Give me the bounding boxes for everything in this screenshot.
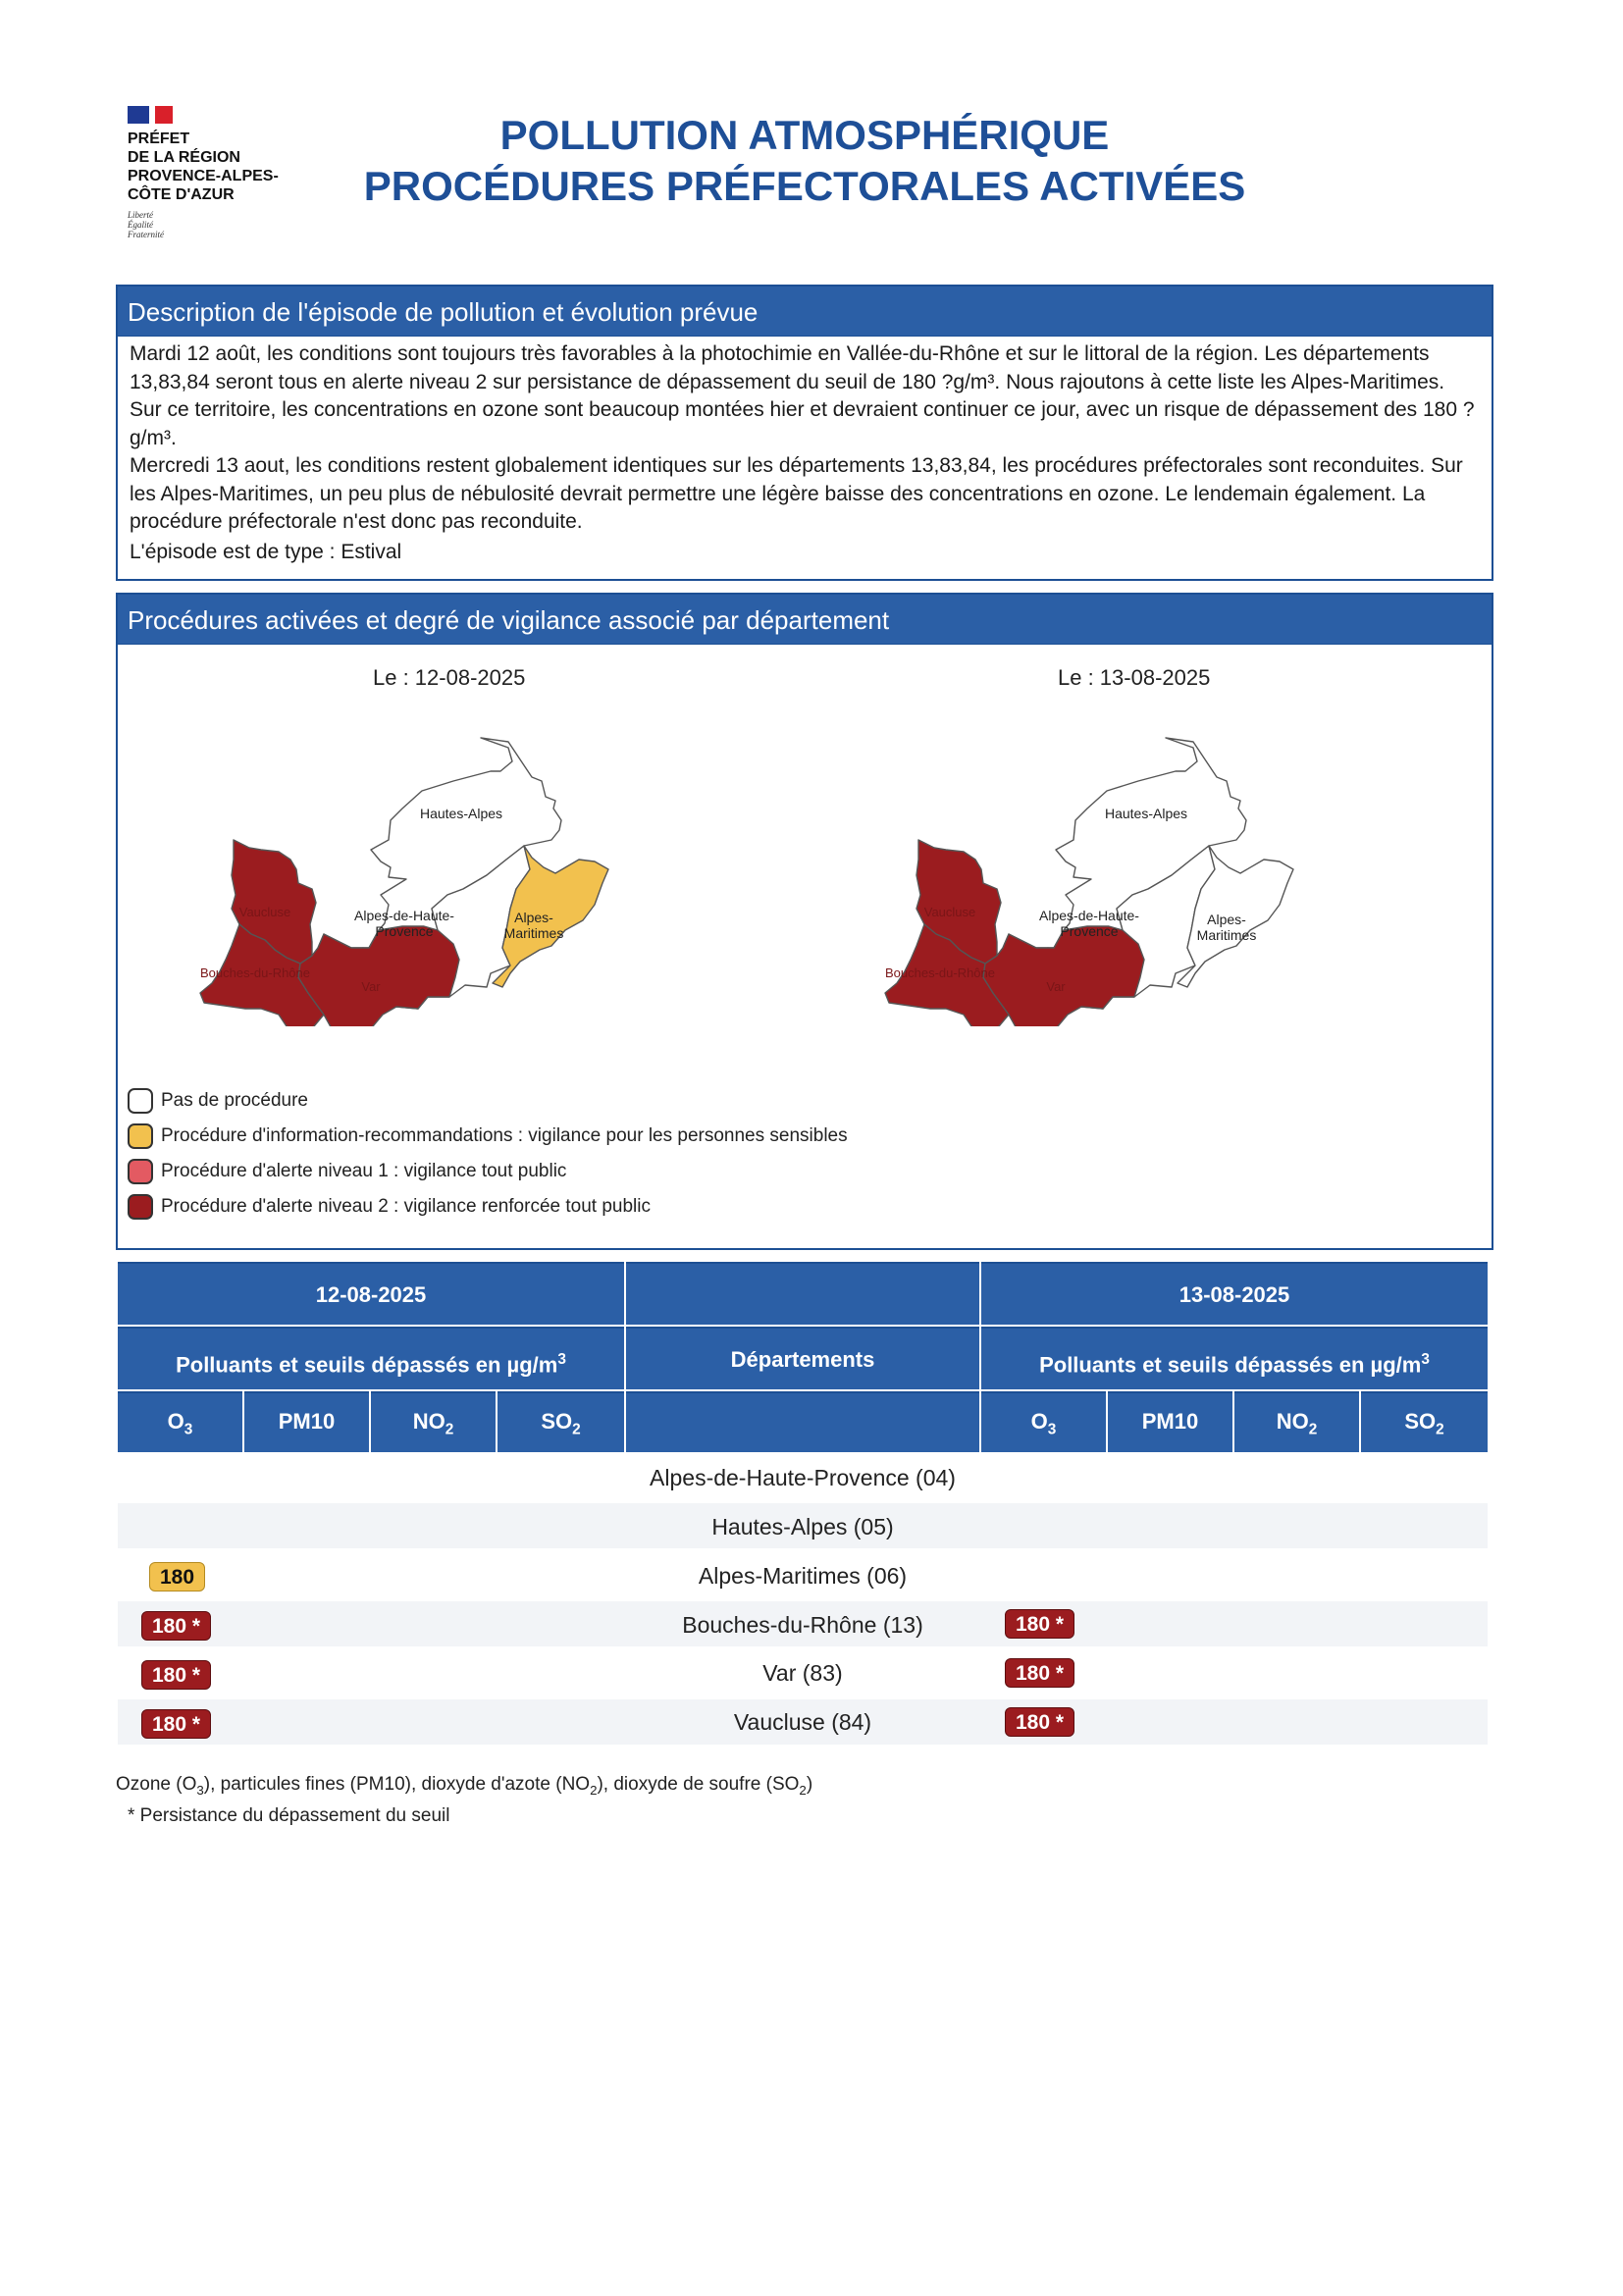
map-1-title: Le : 12-08-2025 (373, 665, 526, 690)
page-title (324, 110, 1285, 212)
label-am-1: Alpes- (514, 910, 553, 925)
label-bouches-du-rhone: Bouches-du-Rhône (884, 965, 996, 980)
col-so2-2 (1361, 1391, 1488, 1452)
table-row-dept: Alpes-Maritimes (06) (698, 1563, 908, 1589)
legend-label: Pas de procédure (161, 1090, 308, 1111)
col-pm10-2 (1108, 1391, 1232, 1452)
footnotes (116, 1772, 1391, 1829)
label-ahp-1: Alpes-de-Haute- (1039, 908, 1139, 923)
legend-swatch (128, 1123, 153, 1149)
o3-value-badge: 180 * (141, 1611, 211, 1641)
description-heading: Description de l'épisode de pollution et évolution prévue (118, 287, 1492, 337)
o3-value-badge: 180 * (141, 1660, 211, 1690)
legend-label: Procédure d'alerte niveau 2 : vigilance renforcée tout public (161, 1196, 651, 1217)
footnote-sub: 2 (799, 1782, 807, 1798)
col-label: SO (1404, 1409, 1437, 1434)
map-legend (128, 1083, 848, 1225)
table-row-dept: Alpes-de-Haute-Provence (04) (650, 1465, 956, 1490)
date-1-header (118, 1262, 624, 1325)
label-var: Var (1046, 979, 1066, 994)
col-so2-1 (497, 1391, 624, 1452)
date-2-label: 13-08-2025 (1178, 1282, 1290, 1307)
footnote-part: ), dioxyde de soufre (SO (597, 1774, 800, 1795)
col-label: PM10 (278, 1409, 336, 1434)
departements-label: Départements (730, 1347, 875, 1372)
footnote-sub: 3 (196, 1782, 204, 1798)
o3-value-badge: 180 * (1005, 1707, 1074, 1737)
legend-item (128, 1119, 848, 1154)
description-para-1: Mardi 12 août, les conditions sont toujours très favorables à la photochimie en Vallée-du-Rhône et sur le littoral de la région. Les départements 13,83,84 seront tous en alerte niveau 2 sur persistance de dépassement du seuil de 180 ?g/m³. Nous rajoutons à cette liste les Alpes-Maritimes. Sur ce territoire, les concentrations en ozone sont beaucoup montées hier et devraient continuer ce jour, avec un risque de dépassement des 180 ?g/m³. (130, 342, 1475, 449)
legend-swatch (128, 1159, 153, 1184)
pollutants-header-1 (118, 1327, 624, 1389)
motto-line: Fraternité (128, 230, 164, 239)
label-am-1: Alpes- (1207, 912, 1246, 927)
description-para-2: Mercredi 13 aout, les conditions restent globalement identiques sur les départements 13,83,84, les procédures préfectorales sont reconduites. Sur les Alpes-Maritimes, un peu plus de nébulosité devrait permettre une légère baisse des concentrations en ozone. Le lendemain également. La procédure préfectorale n'est donc pas reconduite. (130, 454, 1463, 533)
pollutants-header-2 (981, 1327, 1488, 1389)
label-bouches-du-rhone: Bouches-du-Rhône (199, 965, 311, 980)
legend-swatch (128, 1088, 153, 1114)
legend-label: Procédure d'information-recommandations : vigilance pour les personnes sensibles (161, 1125, 848, 1146)
col-label: SO (541, 1409, 573, 1434)
maps-panel (116, 593, 1493, 1250)
pollutants-sup: 3 (557, 1351, 566, 1368)
footnote-sub: 2 (590, 1782, 598, 1798)
label-ahp-2: Provence (375, 923, 434, 939)
motto-line: Liberté (128, 210, 153, 220)
label-hautes-alpes: Hautes-Alpes (1104, 806, 1188, 821)
episode-type: L'épisode est de type : Estival (130, 540, 402, 563)
col-no2-2 (1234, 1391, 1359, 1452)
departements-header (626, 1327, 979, 1389)
pollutants-label: Polluants et seuils dépassés en µg/m (1039, 1352, 1422, 1378)
description-body (118, 337, 1492, 566)
table-row-dept: Hautes-Alpes (05) (711, 1514, 894, 1539)
motto (128, 210, 324, 239)
region-var (298, 926, 459, 1026)
label-ahp-2: Provence (1060, 923, 1119, 939)
logo-line: DE LA RÉGION (128, 149, 240, 166)
pollutant-legend (116, 1772, 1391, 1803)
label-var: Var (361, 979, 381, 994)
label-am-2: Maritimes (1196, 927, 1257, 943)
legend-swatch (128, 1194, 153, 1220)
logo-line: PROVENCE-ALPES- (128, 168, 279, 184)
label-ahp-1: Alpes-de-Haute- (354, 908, 454, 923)
col-sub: 3 (1047, 1421, 1057, 1438)
col-label: PM10 (1141, 1409, 1199, 1434)
pollutants-sup: 3 (1421, 1351, 1430, 1368)
table-row-dept: Vaucluse (84) (733, 1709, 872, 1735)
o3-value-badge: 180 * (141, 1709, 211, 1739)
legend-item (128, 1083, 848, 1119)
footnote-part: Ozone (O (116, 1774, 197, 1795)
label-vaucluse: Vaucluse (238, 905, 291, 919)
map-2-title: Le : 13-08-2025 (1058, 665, 1211, 690)
motto-line: Égalité (128, 220, 153, 230)
persistence-note: * Persistance du dépassement du seuil (128, 1804, 450, 1826)
col-label: O (1030, 1409, 1048, 1434)
legend-label: Procédure d'alerte niveau 1 : vigilance tout public (161, 1161, 567, 1181)
col-label: NO (412, 1409, 445, 1434)
date-blank-header (626, 1262, 979, 1325)
footnote-part: ) (806, 1774, 813, 1795)
logo-line: PRÉFET (128, 130, 190, 147)
col-sub: 2 (1436, 1421, 1444, 1438)
logo-text (128, 130, 324, 204)
col-o3-2 (981, 1391, 1106, 1452)
table-row-dept: Bouches-du-Rhône (13) (682, 1612, 923, 1638)
maps-heading: Procédures activées et degré de vigilance associé par département (118, 595, 1492, 645)
logo-line: CÔTE D'AZUR (128, 186, 235, 203)
prefecture-logo (128, 106, 324, 239)
legend-item (128, 1189, 848, 1225)
col-sub: 2 (572, 1421, 581, 1438)
col-dept-blank (626, 1391, 979, 1452)
col-sub: 2 (445, 1421, 454, 1438)
label-am-2: Maritimes (503, 925, 564, 941)
col-pm10-1 (244, 1391, 369, 1452)
col-no2-1 (371, 1391, 496, 1452)
o3-value-badge: 180 (149, 1562, 205, 1592)
title-line-2: PROCÉDURES PRÉFECTORALES ACTIVÉES (363, 163, 1246, 209)
col-sub: 2 (1308, 1421, 1318, 1438)
o3-value-badge: 180 * (1005, 1658, 1074, 1688)
legend-item (128, 1154, 848, 1189)
title-line-1: POLLUTION ATMOSPHÉRIQUE (499, 112, 1110, 158)
description-panel (116, 285, 1493, 581)
map-13-08 (881, 703, 1391, 1026)
date-2-header (981, 1262, 1488, 1325)
footnote-part: ), particules fines (PM10), dioxyde d'azote (NO (203, 1774, 591, 1795)
region-var (983, 926, 1144, 1026)
pollutants-label: Polluants et seuils dépassés en µg/m (176, 1352, 558, 1378)
col-sub: 3 (183, 1421, 193, 1438)
col-label: O (167, 1409, 184, 1434)
map-12-08 (196, 703, 707, 1026)
col-label: NO (1276, 1409, 1309, 1434)
table-row-dept: Var (83) (762, 1660, 843, 1686)
label-hautes-alpes: Hautes-Alpes (419, 806, 503, 821)
marianne-flag-icon (128, 106, 173, 124)
label-vaucluse: Vaucluse (923, 905, 976, 919)
date-1-label: 12-08-2025 (315, 1282, 427, 1307)
o3-value-badge: 180 * (1005, 1609, 1074, 1639)
col-o3-1 (118, 1391, 242, 1452)
